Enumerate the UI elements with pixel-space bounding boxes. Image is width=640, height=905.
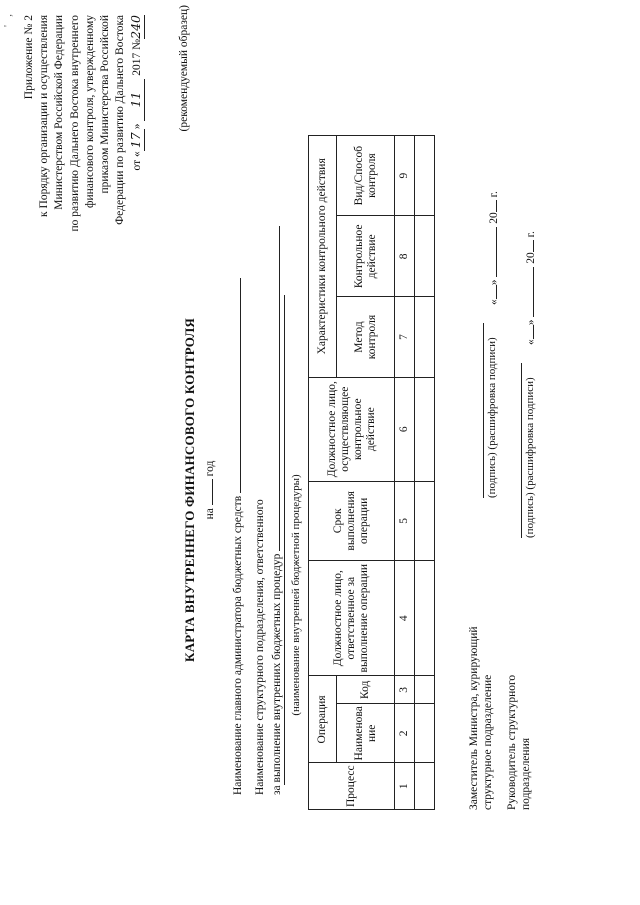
deputy-signature-caption: (подпись) (расшифровка подписи) [486,337,498,498]
column-number: 4 [395,560,415,676]
header-op-name: Наименова ние [337,704,395,763]
appendix-line: по развитию Дальнего Востока внутреннего [68,15,81,232]
appendix-line: Приложение № 2 [23,15,35,100]
column-number: 9 [395,136,415,216]
column-number: 1 [395,763,415,810]
appendix-line: Федерации по развитию Дальнего Востока [114,15,127,225]
handwritten-month: 11 [128,79,144,121]
header-responsible: Должностное лицо, ответственное за выполнение операции [309,560,395,676]
appendix-date: от «17» 11 2017 №240 [128,15,144,171]
admin-blank [229,278,241,493]
table-row [415,136,435,810]
header-type: Вид/Способ контроля [337,136,395,216]
header-characteristics: Характеристики контрольного действия [309,136,337,378]
header-process: Процесс [309,763,395,810]
header-action: Контрольное действие [337,216,395,297]
column-number: 3 [395,676,415,704]
unit-field: Наименование структурного подразделения, ответственного за выполнение внутренних бюджетных процедур [253,226,284,795]
year-blank [201,479,213,505]
header-method: Метод контроля [337,297,395,377]
deputy-signature-line [483,323,484,498]
handwritten-day: 17 [128,129,144,151]
header-operation: Операция [309,676,337,763]
head-signature-caption: (подпись) (расшифровка подписи) [524,377,536,538]
procedure-caption: (наименование внутренней бюджетной процедуры) [290,474,302,716]
appendix-line: приказом Министерства Российской [99,15,112,194]
header-deadline: Срок выполнения операции [309,481,395,560]
column-number: 6 [395,377,415,481]
deputy-label: Заместитель Министра, курирующий структурное подразделение [468,626,494,810]
header-official: Должностное лицо, осуществляющее контрольное действие [309,377,395,481]
column-number: 8 [395,216,415,297]
handwritten-number: 240 [128,15,144,39]
column-number: 5 [395,481,415,560]
period-line: на год [201,225,216,755]
sample-note: (рекомендуемый образец) [178,5,190,132]
admin-field: Наименование главного администратора бюджетных средств [229,278,246,795]
head-signature-line [521,363,522,538]
appendix-line: Министерством Российской Федерации [53,15,66,210]
unit-blank [268,226,280,551]
header-op-code: Код [337,676,395,704]
control-map-table [308,135,435,810]
column-numbers-row [395,136,415,810]
procedure-line [284,295,285,785]
scan-marks: ' , [2,14,14,27]
appendix-line: финансового контроля, утвержденному [83,15,96,208]
appendix-line: к Порядку организации и осуществления [38,15,51,217]
appendix-header [22,15,146,270]
column-number: 2 [395,704,415,763]
head-date: «» 20 г. [522,231,538,345]
deputy-date: «» 20 г. [485,191,501,305]
column-number: 7 [395,297,415,377]
document-title: КАРТА ВНУТРЕННЕГО ФИНАНСОВОГО КОНТРОЛЯ [182,318,197,662]
head-label: Руководитель структурного подразделения [506,674,532,810]
